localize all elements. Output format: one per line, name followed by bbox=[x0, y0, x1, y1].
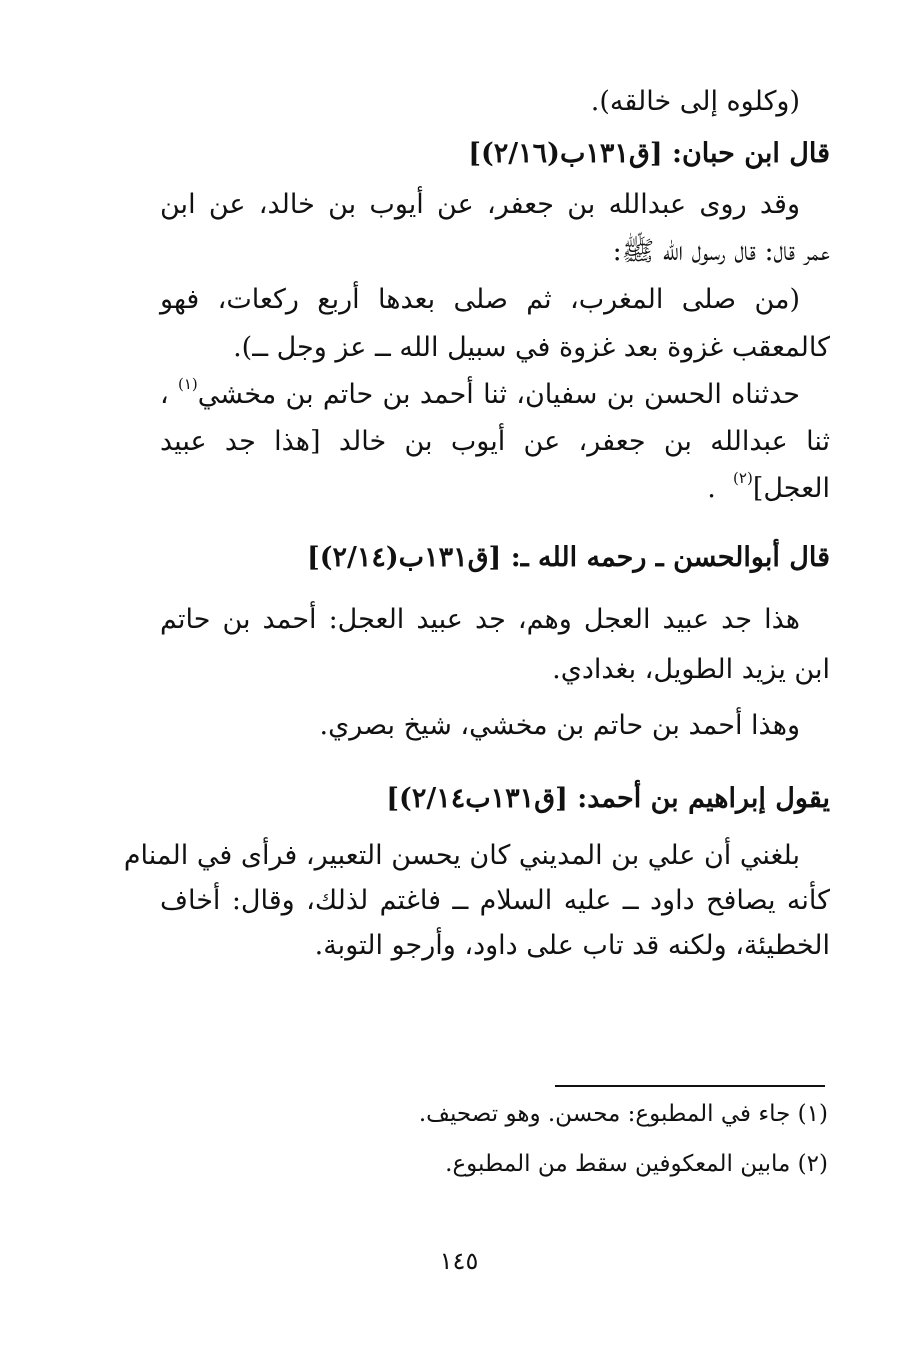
text-line: كأنه يصافح داود ــ عليه السلام ــ فاغتم لذلك، وقال: أخاف bbox=[160, 885, 830, 916]
text-segment: العجل] bbox=[752, 473, 830, 504]
footnote-marker: (٢) bbox=[733, 469, 753, 487]
text-segment: . bbox=[707, 473, 716, 504]
page-number: ١٤٥ bbox=[439, 1247, 479, 1275]
text-line bbox=[160, 375, 800, 410]
section-heading: قال أبوالحسن ـ رحمه الله ـ: [ق١٣١ب(٢/١٤)] bbox=[306, 542, 830, 573]
text-line: عمر قال: قال رسول الله ﷺ: bbox=[612, 236, 830, 267]
text-segment: حدثناه الحسن بن سفيان، ثنا أحمد بن حاتم بن مخشي bbox=[197, 379, 800, 410]
text-line: ثنا عبدالله بن جعفر، عن أيوب بن خالد [هذا جد عبيد bbox=[160, 426, 830, 457]
section-heading: قال ابن حبان: [ق١٣١ب(٢/١٦)] bbox=[468, 138, 830, 169]
text-line: (من صلى المغرب، ثم صلى بعدها أربع ركعات، فهو bbox=[160, 284, 800, 315]
footnote: (٢) مابين المعكوفين سقط من المطبوع. bbox=[445, 1151, 828, 1177]
footnote: (١) جاء في المطبوع: محسن. وهو تصحيف. bbox=[418, 1101, 828, 1127]
text-line: كالمعقب غزوة بعد غزوة في سبيل الله ــ عز وجل ــ). bbox=[233, 332, 830, 363]
footnote-marker: (١) bbox=[177, 375, 198, 393]
text-line: ابن يزيد الطويل، بغدادي. bbox=[552, 654, 830, 685]
footnote-divider bbox=[555, 1085, 825, 1087]
text-line: وقد روى عبدالله بن جعفر، عن أيوب بن خالد، عن ابن bbox=[160, 189, 801, 220]
text-segment: ، bbox=[160, 379, 169, 410]
text-line: بلغني أن علي بن المديني كان يحسن التعبير، فرأى في المنام bbox=[123, 840, 800, 871]
text-line: وهذا أحمد بن حاتم بن مخشي، شيخ بصري. bbox=[319, 710, 800, 741]
text-line: (وكلوه إلى خالقه). bbox=[590, 86, 800, 117]
text-line: الخطيئة، ولكنه قد تاب على داود، وأرجو التوبة. bbox=[314, 930, 830, 961]
text-line bbox=[707, 469, 830, 504]
text-line: هذا جد عبيد العجل وهم، جد عبيد العجل: أحمد بن حاتم bbox=[160, 604, 800, 635]
section-heading: يقول إبراهيم بن أحمد: [ق١٣١ب٢/١٤)] bbox=[386, 783, 830, 814]
